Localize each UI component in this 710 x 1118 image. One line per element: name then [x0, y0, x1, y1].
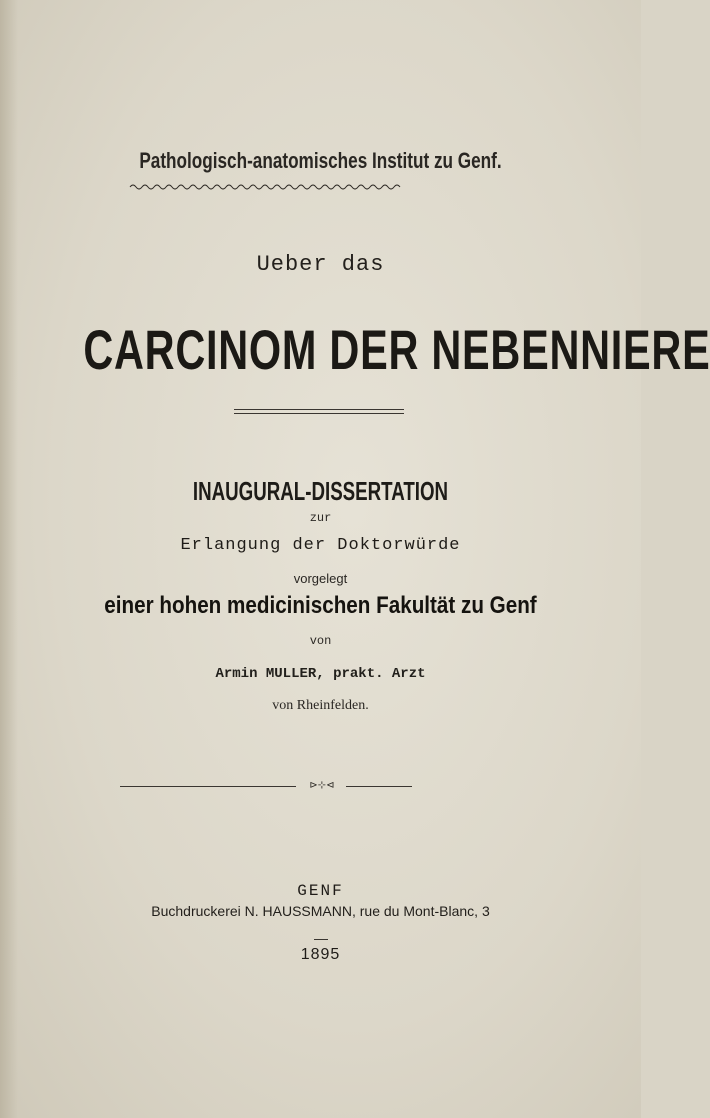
author-name: Armin MULLER, prakt. Arzt — [215, 666, 426, 682]
author-origin: von Rheinfelden. — [272, 698, 369, 713]
institute-heading: Pathologisch-anatomisches Institut zu Genf. — [139, 148, 502, 173]
printer-line: Buchdruckerei N. HAUSSMANN, rue du Mont-Blanc, 3 — [151, 903, 490, 919]
publication-year: 1895 — [300, 946, 341, 963]
ornament-icon: ⊳⊹⊲ — [309, 780, 335, 791]
dissertation-heading: INAUGURAL-DISSERTATION — [192, 476, 449, 506]
double-rule-bottom — [234, 413, 404, 414]
zur-text: zur — [309, 511, 332, 525]
ornament-rule-left — [120, 786, 296, 787]
wavy-divider — [130, 183, 402, 191]
von-text: von — [309, 634, 332, 648]
faculty-text: einer hohen medicinischen Fakultät zu Genf — [104, 592, 537, 619]
main-title: CARCINOM DER NEBENNIERE — [83, 318, 710, 381]
short-divider — [314, 939, 328, 940]
city-name: GENF — [297, 882, 344, 900]
intro-text: Ueber das — [256, 252, 385, 277]
double-rule-top — [234, 409, 404, 410]
purpose-text: Erlangung der Doktorwürde — [180, 536, 461, 555]
ornament-rule-right — [346, 786, 412, 787]
vorgelegt-text: vorgelegt — [293, 571, 348, 586]
